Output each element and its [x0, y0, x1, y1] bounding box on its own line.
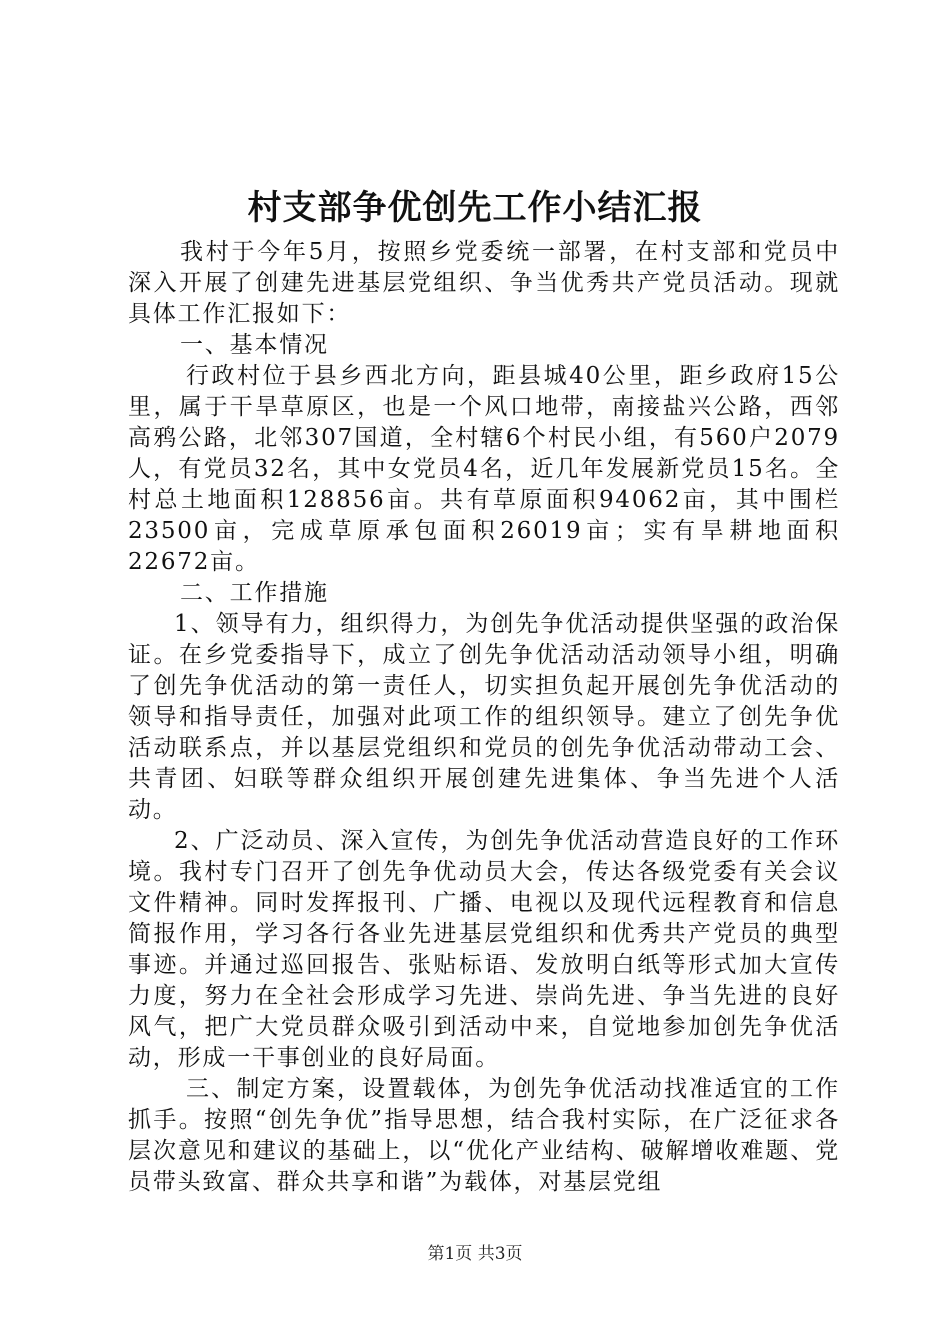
heading-work-measures: 二、工作措施 — [180, 580, 329, 606]
page-number-footer: 第1页 共3页 — [427, 1244, 523, 1264]
paragraph-measure-3: 三、制定方案，设置载体，为创先争优活动找准适宜的工作抓手。按照“创先争优”指导思想，结合我村实际，在广泛征求各层次意见和建议的基础上，以“优化产业结构、破解增收难题、党员带头致富、群众共享和谐”为载体，对基层党组 — [128, 1076, 840, 1195]
paragraph-intro: 我村于今年5月，按照乡党委统一部署，在村支部和党员中深入开展了创建先进基层党组织、争当优秀共产党员活动。现就具体工作汇报如下： — [128, 239, 840, 327]
document-title: 村支部争优创先工作小结汇报 — [247, 188, 703, 228]
paragraph-basic-situation: 行政村位于县乡西北方向，距县城40公里，距乡政府15公里，属于干旱草原区，也是一个风口地带，南接盐兴公路，西邻高鸦公路，北邻307国道，全村辖6个村民小组，有560户2079人，有党员32名，其中女党员4名，近几年发展新党员15名。全村总土地面积128856亩。共有草原面积94062亩，其中围栏23500亩，完成草原承包面积26019亩；实有旱耕地面积22672亩。 — [128, 363, 840, 575]
document-body — [128, 237, 840, 1198]
paragraph-measure-1: 1、领导有力，组织得力，为创先争优活动提供坚强的政治保证。在乡党委指导下，成立了创先争优活动活动领导小组，明确了创先争优活动的第一责任人，切实担负起开展创先争优活动的领导和指导责任，加强对此项工作的组织领导。建立了创先争优活动联系点，并以基层党组织和党员的创先争优活动带动工会、共青团、妇联等群众组织开展创建先进集体、争当先进个人活动。 — [128, 611, 840, 823]
paragraph-measure-2: 2、广泛动员、深入宣传，为创先争优活动营造良好的工作环境。我村专门召开了创先争优动员大会，传达各级党委有关会议文件精神。同时发挥报刊、广播、电视以及现代远程教育和信息简报作用，学习各行各业先进基层党组织和优秀共产党员的典型事迹。并通过巡回报告、张贴标语、发放明白纸等形式加大宣传力度，努力在全社会形成学习先进、崇尚先进、争当先进的良好风气，把广大党员群众吸引到活动中来，自觉地参加创先争优活动，形成一干事创业的良好局面。 — [128, 828, 840, 1071]
heading-basic-situation: 一、基本情况 — [180, 332, 329, 358]
